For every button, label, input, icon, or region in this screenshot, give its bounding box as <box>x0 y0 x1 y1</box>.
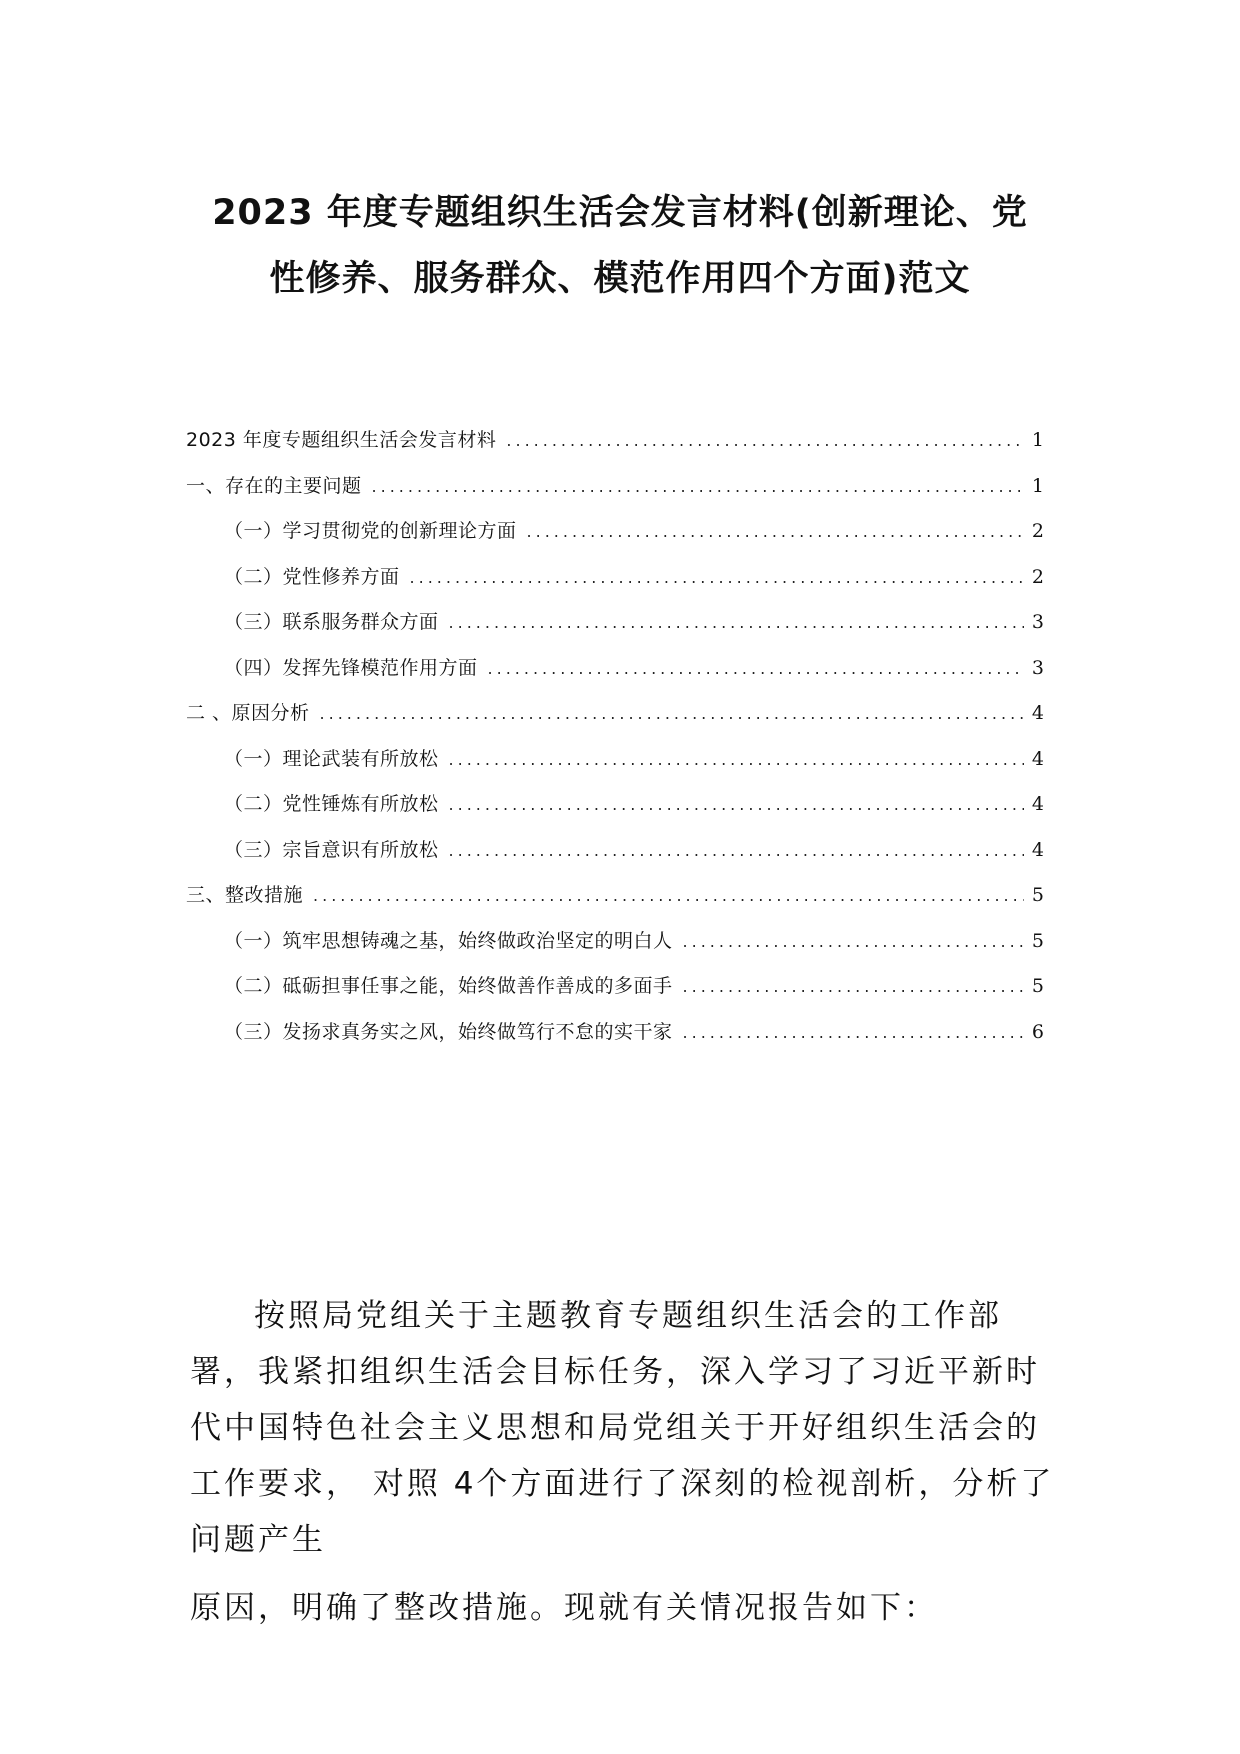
toc-page-number: 4 <box>1031 838 1044 861</box>
body-paragraph: 原因，明确了整改措施。现就有关情况报告如下： <box>190 1590 938 1626</box>
toc-entry-text: 2023 年度专题组织生活会发言材料 <box>186 429 497 451</box>
toc-leader-dots <box>527 509 1024 555</box>
toc-entry[interactable] <box>186 828 1044 874</box>
body-paragraph: 按照局党组关于主题教育专题组织生活会的工作部署，我紧扣组织生活会目标任务，深入学习了习近平新时代中国特色社会主义思想和局党组关于开好组织生活会的工作要求， 对照 4个方面进行了深刻的检视剖析，分析了问题产生 <box>190 1298 1055 1558</box>
toc-entry-text: 三、整改措施 <box>186 884 304 906</box>
toc-entry[interactable] <box>186 919 1044 965</box>
toc-entry-text: 一、存在的主要问题 <box>186 474 362 497</box>
toc-entry[interactable] <box>186 646 1044 692</box>
toc-page-number: 5 <box>1031 929 1044 952</box>
toc-entry-text: （二）砥砺担事任事之能，始终做善作善成的多面手 <box>224 975 673 997</box>
toc-page-number: 1 <box>1031 429 1044 451</box>
toc-page-number: 2 <box>1031 520 1044 542</box>
toc-page-number: 1 <box>1031 474 1044 497</box>
toc-entry-text: （四）发挥先锋模范作用方面 <box>224 656 478 679</box>
toc-entry[interactable] <box>186 873 1044 919</box>
toc-entry-text: （一）筑牢思想铸魂之基，始终做政治坚定的明白人 <box>224 929 673 952</box>
toc-entry-text: （三）联系服务群众方面 <box>224 611 439 633</box>
toc-page-number: 4 <box>1031 793 1044 815</box>
toc-entry-text: （二）党性锤炼有所放松 <box>224 793 439 815</box>
toc-leader-dots <box>683 964 1024 1010</box>
toc-leader-dots <box>372 464 1024 510</box>
toc-page-number: 5 <box>1031 884 1044 906</box>
toc-leader-dots <box>488 646 1024 692</box>
toc-leader-dots <box>410 555 1024 601</box>
toc-entry[interactable] <box>186 1010 1044 1056</box>
toc-page-number: 2 <box>1031 565 1044 588</box>
toc-entry[interactable] <box>186 555 1044 601</box>
toc-leader-dots <box>449 782 1024 828</box>
toc-entry[interactable] <box>186 691 1044 737</box>
toc-page-number: 5 <box>1031 975 1044 997</box>
toc-entry[interactable] <box>186 737 1044 783</box>
toc-entry-text: （二）党性修养方面 <box>224 565 400 588</box>
document-title-line-1: 2023 年度专题组织生活会发言材料(创新理论、党 <box>212 193 1028 233</box>
toc-page-number: 3 <box>1031 656 1044 679</box>
toc-entry-text: （三）发扬求真务实之风，始终做笃行不怠的实干家 <box>224 1020 673 1043</box>
toc-entry[interactable] <box>186 600 1044 646</box>
toc-page-number: 4 <box>1031 747 1044 770</box>
toc-leader-dots <box>449 828 1024 874</box>
toc-leader-dots <box>449 737 1024 783</box>
toc-entry-text: （三）宗旨意识有所放松 <box>224 838 439 861</box>
toc-leader-dots <box>683 919 1024 965</box>
toc-entry[interactable] <box>186 418 1044 464</box>
table-of-contents <box>186 418 1044 1055</box>
toc-page-number: 4 <box>1031 702 1044 724</box>
toc-entry[interactable] <box>186 509 1044 555</box>
document-title <box>190 180 1050 312</box>
toc-leader-dots <box>506 418 1024 464</box>
toc-leader-dots <box>320 691 1024 737</box>
toc-leader-dots <box>313 873 1024 919</box>
body-text <box>190 1288 1060 1636</box>
document-title-line-2: 性修养、服务群众、模范作用四个方面)范文 <box>269 259 971 299</box>
toc-entry-text: 二 、原因分析 <box>186 702 310 724</box>
toc-entry[interactable] <box>186 782 1044 828</box>
toc-leader-dots <box>683 1010 1024 1056</box>
toc-page-number: 3 <box>1031 611 1044 633</box>
toc-entry-text: （一）学习贯彻党的创新理论方面 <box>224 520 517 542</box>
toc-page-number: 6 <box>1031 1020 1044 1043</box>
toc-entry[interactable] <box>186 464 1044 510</box>
toc-entry[interactable] <box>186 964 1044 1010</box>
toc-entry-text: （一）理论武装有所放松 <box>224 747 439 770</box>
toc-leader-dots <box>449 600 1024 646</box>
